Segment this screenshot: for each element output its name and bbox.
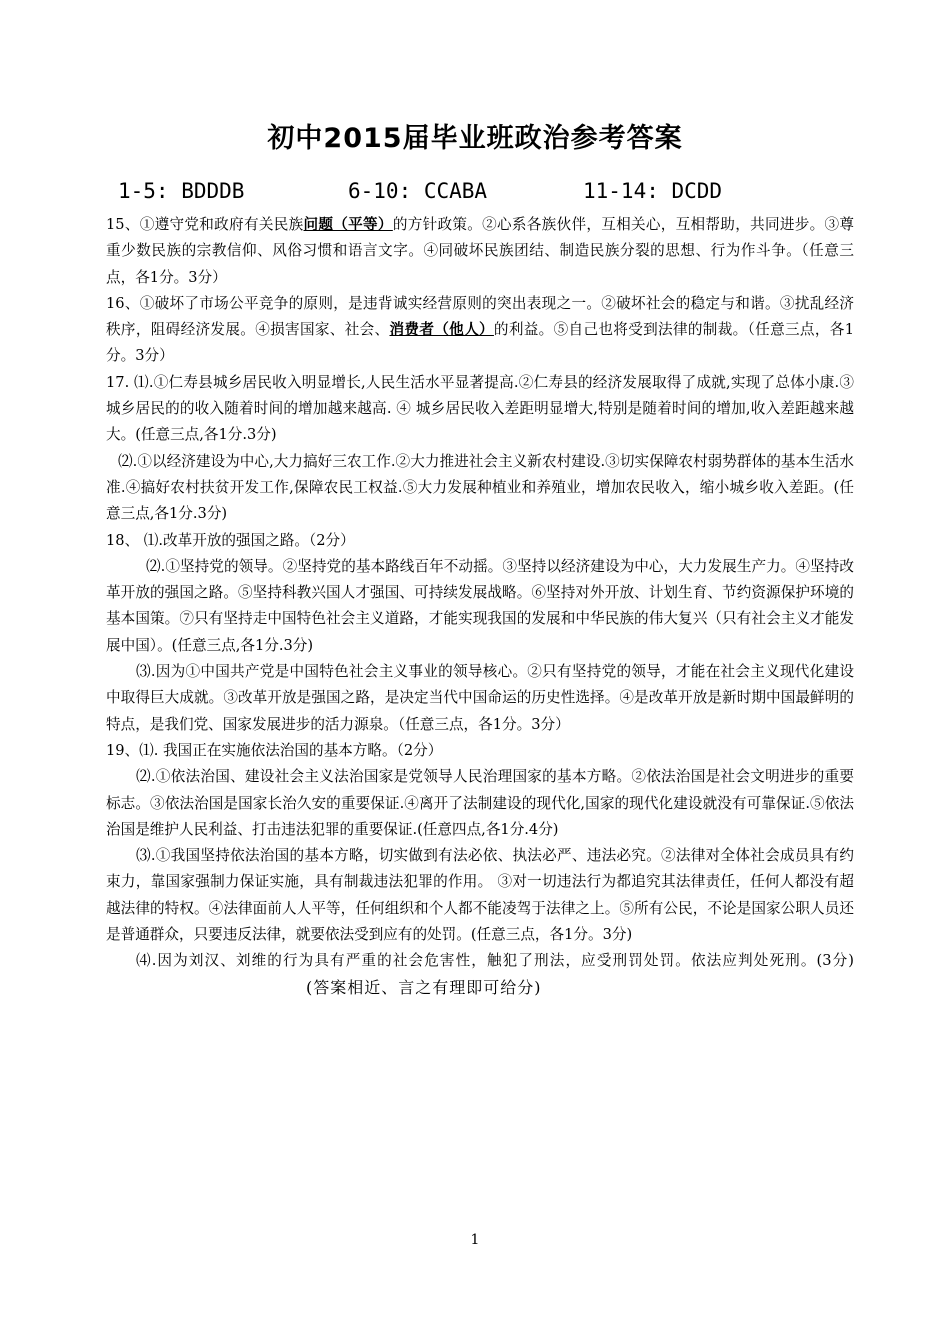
answer-18-1: 18、 ⑴.改革开放的强国之路。（2分） — [106, 531, 355, 549]
answer-17-1: 17. ⑴.①仁寿县城乡居民收入明显增长,人民生活水平显著提高.②仁寿县的经济发展取得了成就,实现了总体小康.③城乡居民的的收入随着时间的增加越来越高. ④ 城乡居民收入差距明显增大,特别是随着时间的增加,收入差距越来越大。(任意三点,各1分.3分) — [106, 373, 854, 444]
answer-body — [106, 212, 854, 1002]
page-title: 初中2015届毕业班政治参考答案 — [267, 123, 683, 154]
answer-15-part-a: 15、①遵守党和政府有关民族 — [106, 216, 304, 233]
answer-19-4-text: ⑷.因为刘汉、刘维的行为具有严重的社会危害性，触犯了刑法，应受刑罚处罚。依法应判处死刑。(3分) — [136, 952, 854, 970]
answer-18-2: ⑵.①坚持党的领导。②坚持党的基本路线百年不动摇。③坚持以经济建设为中心，大力发展生产力。④坚持改革开放的强国之路。⑤坚持科教兴国人才强国、可持续发展战略。⑥坚持对外开放、计划生育、节约资源保护环境的基本国策。⑦只有坚持走中国特色社会主义道路，才能实现我国的发展和中华民族的伟大复兴（只有社会主义才能发展中国）。(任意三点,各1分.3分) — [106, 557, 854, 654]
answer-18-3: ⑶.因为①中国共产党是中国特色社会主义事业的领导核心。②只有坚持党的领导，才能在社会主义现代化建设中取得巨大成就。③改革开放是强国之路，是决定当代中国命运的历史性选择。④是改革开放是新时期中国最鲜明的特点，是我们党、国家发展进步的活力源泉。（任意三点，各1分。3分） — [106, 663, 854, 733]
mc-answers-1-5: 1-5: BDDDB — [118, 179, 245, 203]
answer-19-2: ⑵.①依法治国、建设社会主义法治国家是党领导人民治理国家的基本方略。②依法治国是社会文明进步的重要标志。③依法治国是国家长治久安的重要保证.④离开了法制建设的现代化,国家的现代化建设就没有可靠保证.⑤依法治国是维护人民利益、打击违法犯罪的重要保证.(任意四点,各1分.4分) — [106, 768, 854, 838]
multiple-choice-answers — [118, 179, 722, 211]
answer-16-emphasis: 消费者（他人） — [389, 321, 494, 339]
answer-16-part-b: 的利益。⑤自己也将受到法律的制裁。（任意三点，各1分。3分） — [106, 321, 854, 365]
mc-answers-6-10: 6-10: CCABA — [348, 179, 488, 203]
answer-19-4 — [106, 948, 854, 1002]
mc-answers-11-14: 11-14: DCDD — [583, 179, 723, 203]
answer-15-part-b: 的方针政策。②心系各族伙伴，互相关心，互相帮助，共同进步。③尊重少数民族的宗教信仰、风俗习惯和语言文字。④同破坏民族团结、制造民族分裂的思想、行为作斗争。（任意三点，各1分。3分） — [106, 216, 854, 286]
page-number: 1 — [470, 1232, 480, 1248]
answer-15 — [106, 212, 854, 291]
closing-note: (答案相近、言之有理即可给分) — [306, 977, 542, 997]
answer-17-2: ⑵.①以经济建设为中心,大力搞好三农工作.②大力推进社会主义新农村建设.③切实保障农村弱势群体的基本生活水准.④搞好农村扶贫开发工作,保障农民工权益.⑤大力发展种植业和养殖业，增加农民收入，缩小城乡收入差距。(任意三点,各1分.3分) — [106, 452, 854, 523]
answer-16 — [106, 291, 854, 370]
answer-16-part-a: 16、①破坏了市场公平竞争的原则，是违背诚实经营原则的突出表现之一。②破坏社会的稳定与和谐。③扰乱经济秩序，阻碍经济发展。④损害国家、社会、 — [106, 294, 854, 339]
answer-15-emphasis: 问题（平等） — [303, 216, 393, 233]
answer-19-3: ⑶.①我国坚持依法治国的基本方略，切实做到有法必依、执法必严、违法必究。②法律对全体社会成员具有约束力，靠国家强制力保证实施，具有制裁违法犯罪的作用。 ③对一切违法行为都追究其法律责任，任何人都没有超越法律的特权。④法律面前人人平等，任何组织和个人都不能凌驾于法律之上。⑤所有公民，不论是国家公职人员还是普通群众，只要违反法律，就要依法受到应有的处罚。(任意三点，各1分。3分) — [106, 847, 854, 944]
answer-19-1: 19、⑴. 我国正在实施依法治国的基本方略。（2分） — [106, 741, 443, 759]
